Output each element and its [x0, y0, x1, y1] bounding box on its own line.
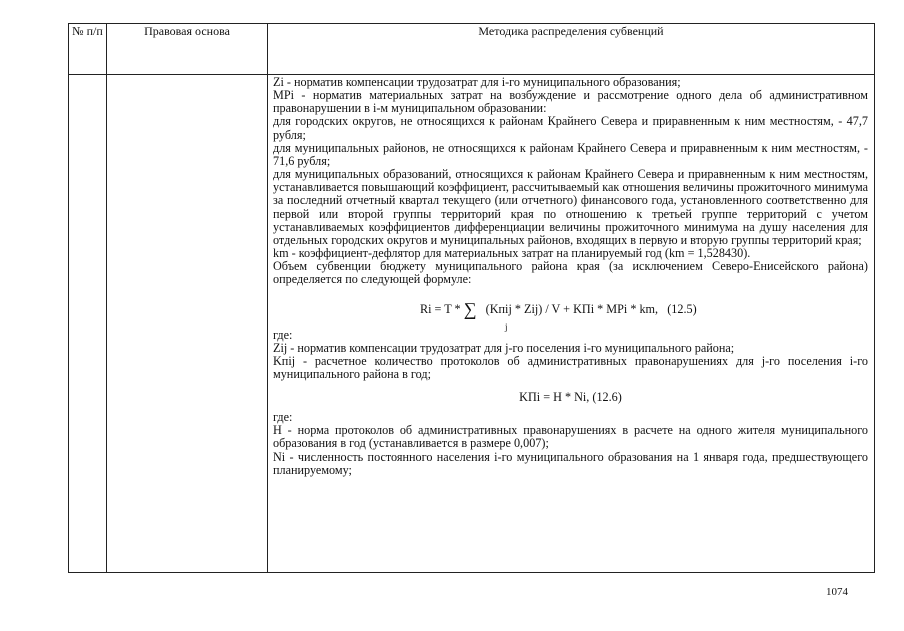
formula-12-6: KПi = H * Ni, (12.6): [519, 390, 622, 405]
formula-label: (12.5): [667, 301, 697, 316]
sum-symbol: ∑: [463, 298, 477, 319]
cell-num: [69, 75, 107, 573]
page-number: 1074: [826, 586, 848, 598]
sum-index: j: [505, 321, 508, 332]
paragraph: где:: [273, 410, 293, 425]
paragraph: Kпij - расчетное количество протоколов об административных правонарушениях для j-го поселения i-го муниципального района в год;: [273, 353, 868, 381]
formula-right: (Kпij * Zij) / V + KПi * MPi * km,: [485, 301, 659, 316]
paragraph: Ni - численность постоянного населения i-го муниципального образования на 1 января года, предшествующего планируемому;: [273, 449, 868, 477]
cell-legal-basis: [107, 75, 268, 573]
paragraph: для муниципальных районов, не относящихся к районам Крайнего Севера и приравненным к ним местностям, - 71,6 рубля;: [273, 140, 868, 168]
header-methodology: Методика распределения субвенций: [268, 24, 875, 75]
paragraph: km - коэффициент-дефлятор для материальных затрат на планируемый год (km = 1,528430).: [273, 246, 751, 261]
paragraph: где:: [273, 327, 293, 342]
formula-12-5: [273, 289, 868, 332]
paragraph: Zij - норматив компенсации трудозатрат для j-го поселения i-го муниципального района;: [273, 340, 735, 355]
paragraph: для муниципальных образований, относящихся к районам Крайнего Севера и приравненным к ним местностям, устанавливается повышающий коэффициент, рассчитываемый как отношения величины прожиточного минимума за последний отчетный квартал текущего (или отчетного) финансового года, установленного соответственно для первой или второй группы территорий края по отношению к третьей группе территорий с учетом устанавливаемых коэффициентов дифференциации величины прожиточного минимума на душу населения для отдельных городских округов и муниципальных районов, входящих в первую и вторую группы территорий края;: [273, 167, 868, 247]
formula-left: Ri = T *: [420, 301, 461, 316]
header-legal-basis: Правовая основа: [107, 24, 268, 75]
paragraph: MPi - норматив материальных затрат на возбуждение и рассмотрение одного дела об административном правонарушении в i-м муниципальном образовании:: [273, 88, 868, 116]
paragraph: Объем субвенции бюджету муниципального района края (за исключением Северо-Енисейского района) определяется по следующей формуле:: [273, 259, 868, 287]
paragraph: для городских округов, не относящихся к районам Крайнего Севера и приравненным к ним местностям, - 47,7 рубля;: [273, 114, 868, 142]
subvention-table: [68, 23, 875, 573]
paragraph: H - норма протоколов об административных правонарушениях в расчете на одного жителя муниципального образования в год (устанавливается в размере 0,007);: [273, 423, 868, 451]
table-row: [69, 75, 875, 573]
table-header-row: [69, 24, 875, 75]
header-num: № п/п: [69, 24, 107, 75]
paragraph: Zi - норматив компенсации трудозатрат для i-го муниципального образования;: [273, 75, 681, 89]
cell-methodology: [268, 75, 875, 573]
